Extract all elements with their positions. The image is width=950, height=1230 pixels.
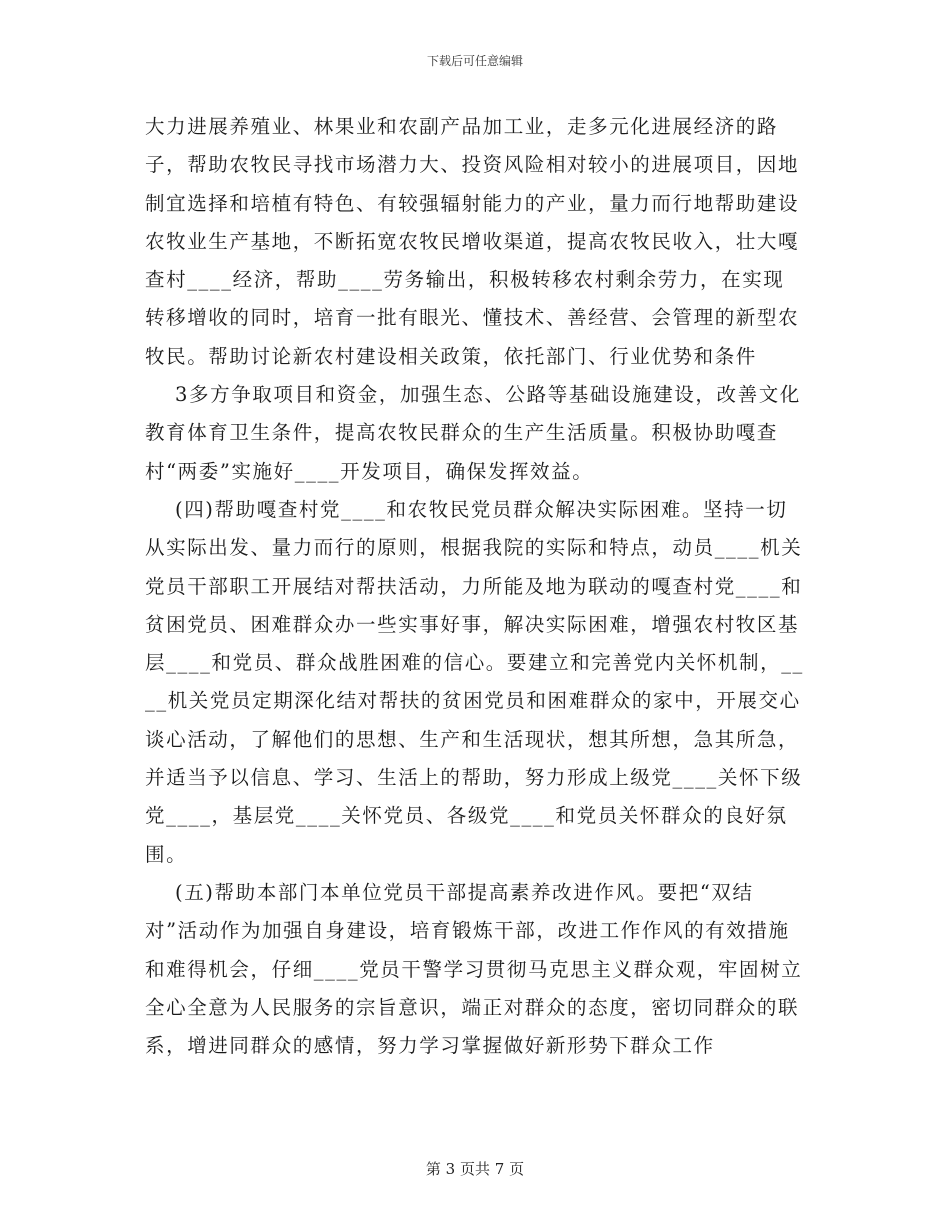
page-footer: 第 3 页共 7 页 bbox=[425, 1160, 525, 1178]
paragraph-1: 大力进展养殖业、林果业和农副产品加工业，走多元化进展经济的路子，帮助农牧民寻找市场潜力大、投资风险相对较小的进展项目，因地制宜选择和培植有特色、有较强辐射能力的产业，量力而行地帮助建设农牧业生产基地，不断拓宽农牧民增收渠道，提高农牧民收入，壮大嘎查村____经济，帮助____劳务输出，积极转移农村剩余劳力，在实现转移增收的同时，培育一批有眼光、懂技术、善经营、会管理的新型农牧民。帮助讨论新农村建设相关政策，依托部门、行业优势和条件 bbox=[145, 115, 800, 368]
paragraph-2: 3多方争取项目和资金，加强生态、公路等基础设施建设，改善文化教育体育卫生条件，提高农牧民群众的生产生活质量。积极协助嘎查村“两委”实施好____开发项目，确保发挥效益。 bbox=[145, 383, 801, 483]
page-header: 下载后可任意编辑 bbox=[426, 54, 523, 68]
document-body bbox=[145, 108, 805, 1065]
paragraph-3: (四)帮助嘎查村党____和农牧民党员群众解决实际困难。坚持一切从实际出发、量力而行的原则，根据我院的实际和特点，动员____机关党员干部职工开展结对帮扶活动，力所能及地为联动的嘎查村党____和贫困党员、困难群众办一些实事好事，解决实际困难，增强农村牧区基层____和党员、群众战胜困难的信心。要建立和完善党内关怀机制，____机关党员定期深化结对帮扶的贫困党员和困难群众的家中，开展交心谈心活动，了解他们的思想、生产和生活现状，想其所想，急其所急，并适当予以信息、学习、生活上的帮助，努力形成上级党____关怀下级党____，基层党____关怀党员、各级党____和党员关怀群众的良好氛围。 bbox=[145, 497, 804, 866]
paragraph-4: (五)帮助本部门本单位党员干部提高素养改进作风。要把“双结对”活动作为加强自身建设，培育锻炼干部，改进工作作风的有效措施和难得机会，仔细____党员干警学习贯彻马克思主义群众观，牢固树立全心全意为人民服务的宗旨意识，端正对群众的态度，密切同群众的联系，增进同群众的感情，努力学习掌握做好新形势下群众工作 bbox=[145, 880, 803, 1058]
